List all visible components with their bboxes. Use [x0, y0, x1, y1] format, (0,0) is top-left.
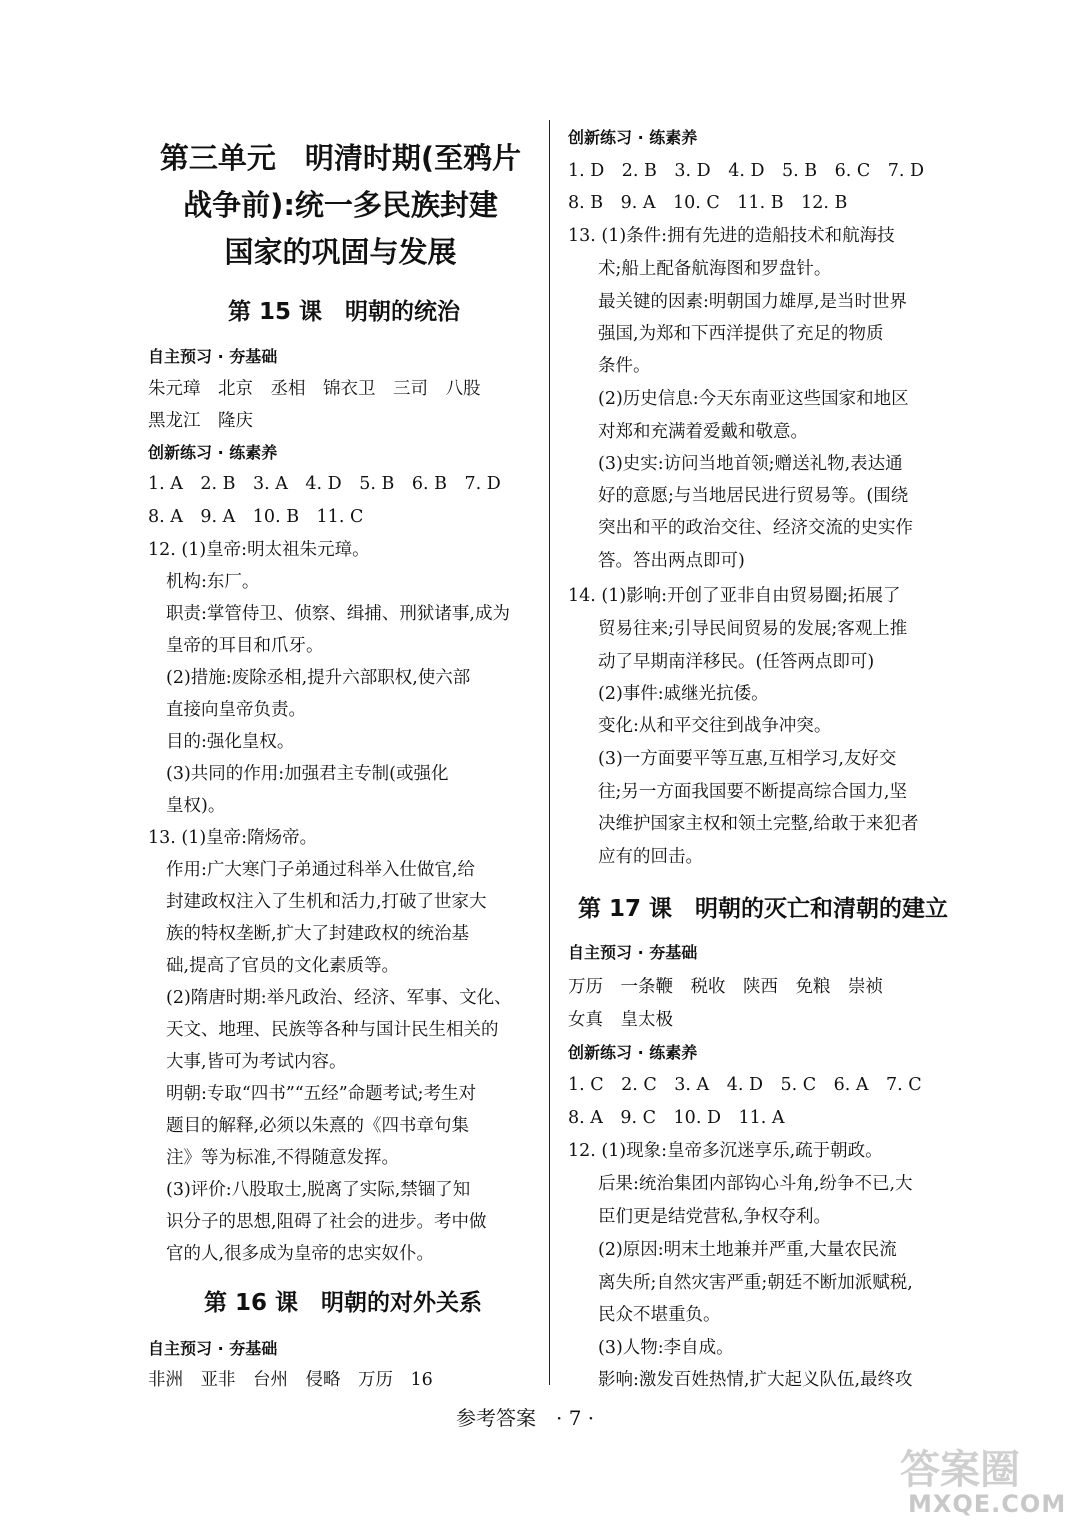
answer-line: 天文、地理、民族等各种与国计民生相关的 — [166, 1020, 499, 1040]
answer-line: 决维护国家主权和领土完整,给敢于来犯者 — [598, 814, 919, 834]
answer-line: 往;另一方面我国要不断提高综合国力,坚 — [598, 782, 907, 802]
answer-line: 官的人,很多成为皇帝的忠实奴仆。 — [166, 1244, 435, 1264]
answer-line: 突出和平的政治交往、经济交流的史实作 — [598, 518, 913, 538]
answer-line: 13. (1)皇帝:隋炀帝。 — [148, 828, 318, 848]
answer-line: 术;船上配备航海图和罗盘针。 — [598, 259, 832, 279]
page-footer: 参考答案 · 7 · — [456, 1406, 595, 1430]
answer-line: 明朝:专取“四书”“五经”命题考试;考生对 — [166, 1084, 477, 1104]
answer-line: 8. B 9. A 10. C 11. B 12. B — [568, 193, 848, 213]
answer-line: (3)史实:访问当地首领;赠送礼物,表达通 — [598, 454, 903, 474]
answer-line: (2)历史信息:今天东南亚这些国家和地区 — [598, 389, 909, 409]
answer-line: (2)原因:明末土地兼并严重,大量农民流 — [598, 1240, 897, 1260]
answer-line: (3)人物:李自成。 — [598, 1338, 734, 1358]
answer-line: 后果:统治集团内部钩心斗角,纷争不已,大 — [598, 1174, 913, 1194]
answer-line: 族的特权垄断,扩大了封建政权的统治基 — [166, 924, 470, 944]
answer-line: 最关键的因素:明朝国力雄厚,是当时世界 — [598, 292, 907, 312]
answer-line: (3)一方面要平等互惠,互相学习,友好交 — [598, 749, 897, 769]
answer-line: (2)隋唐时期:举凡政治、经济、军事、文化、 — [166, 988, 512, 1008]
answer-line: 作用:广大寒门子弟通过科举入仕做官,给 — [166, 860, 475, 880]
answer-line: 民众不堪重负。 — [598, 1305, 721, 1325]
section-heading-practice: 创新练习 · 练素养 — [568, 128, 698, 147]
section-heading-preview: 自主预习 · 夯基础 — [148, 347, 278, 366]
answer-line: 封建政权注入了生机和活力,打破了世家大 — [166, 892, 487, 912]
column-divider — [549, 120, 550, 1385]
answer-line: 条件。 — [598, 356, 651, 376]
answer-line: 8. A 9. A 10. B 11. C — [148, 507, 364, 527]
answer-line: 1. D 2. B 3. D 4. D 5. B 6. C 7. D — [568, 161, 925, 181]
answer-line: 答。答出两点即可) — [598, 551, 745, 571]
unit-title-line: 国家的巩固与发展 — [224, 235, 457, 269]
answer-line: 8. A 9. C 10. D 11. A — [568, 1108, 785, 1128]
answer-line: 职责:掌管侍卫、侦察、缉捕、刑狱诸事,成为 — [166, 604, 510, 624]
answer-line: 贸易往来;引导民间贸易的发展;客观上推 — [598, 619, 908, 639]
answer-line: 12. (1)皇帝:明太祖朱元璋。 — [148, 540, 370, 560]
answer-line: 朱元璋 北京 丞相 锦衣卫 三司 八股 — [148, 379, 481, 399]
unit-title-line: 第三单元 明清时期(至鸦片 — [159, 141, 522, 175]
watermark-logo: 答案圈 — [900, 1447, 1020, 1493]
answer-line: 应有的回击。 — [598, 847, 703, 867]
answer-line: 14. (1)影响:开创了亚非自由贸易圈;拓展了 — [568, 586, 901, 606]
answer-line: 13. (1)条件:拥有先进的造船技术和航海技 — [568, 226, 895, 246]
answer-line: 直接向皇帝负责。 — [166, 700, 306, 720]
answer-line: 好的意愿;与当地居民进行贸易等。(围绕 — [598, 486, 909, 506]
watermark-url: MXQE.COM — [908, 1490, 1067, 1518]
answer-line: (2)事件:戚继光抗倭。 — [598, 684, 769, 704]
answer-line: 动了早期南洋移民。(任答两点即可) — [598, 652, 875, 672]
answer-line: 1. A 2. B 3. A 4. D 5. B 6. B 7. D — [148, 474, 501, 494]
answer-line: 皇权)。 — [166, 796, 226, 816]
answer-line: 大事,皆可为考试内容。 — [166, 1052, 347, 1072]
answer-line: 万历 一条鞭 税收 陕西 免粮 崇祯 — [568, 977, 883, 997]
answer-line: 强国,为郑和下西洋提供了充足的物质 — [598, 324, 884, 344]
answer-line: (3)评价:八股取士,脱离了实际,禁锢了知 — [166, 1180, 471, 1200]
section-heading-practice: 创新练习 · 练素养 — [148, 443, 278, 462]
answer-line: 皇帝的耳目和爪牙。 — [166, 636, 324, 656]
answer-line: 识分子的思想,阻碍了社会的进步。考中做 — [166, 1212, 487, 1232]
answer-line: 目的:强化皇权。 — [166, 732, 295, 752]
lesson-15-title: 第 15 课 明朝的统治 — [228, 299, 461, 325]
unit-title — [148, 135, 533, 276]
lesson-17-title: 第 17 课 明朝的灭亡和清朝的建立 — [578, 896, 949, 922]
answer-line: 1. C 2. C 3. A 4. D 5. C 6. A 7. C — [568, 1075, 922, 1095]
answer-line: (3)共同的作用:加强君主专制(或强化 — [166, 764, 449, 784]
answer-line: 机构:东厂。 — [166, 572, 260, 592]
answer-line: 础,提高了官员的文化素质等。 — [166, 956, 400, 976]
answer-line: 非洲 亚非 台州 侵略 万历 16 — [148, 1370, 433, 1390]
lesson-16-title: 第 16 课 明朝的对外关系 — [204, 1290, 483, 1316]
unit-title-line: 战争前):统一多民族封建 — [183, 188, 498, 222]
answer-line: 黑龙江 隆庆 — [148, 411, 253, 431]
answer-line: (2)措施:废除丞相,提升六部职权,使六部 — [166, 668, 471, 688]
answer-line: 变化:从和平交往到战争冲突。 — [598, 716, 832, 736]
answer-line: 注》等为标准,不得随意发挥。 — [166, 1148, 400, 1168]
answer-line: 12. (1)现象:皇帝多沉迷享乐,疏于朝政。 — [568, 1141, 883, 1161]
answer-line: 离失所;自然灾害严重;朝廷不断加派赋税, — [598, 1273, 913, 1293]
answer-line: 臣们更是结党营私,争权夺利。 — [598, 1207, 832, 1227]
answer-line: 对郑和充满着爱戴和敬意。 — [598, 422, 808, 442]
section-heading-preview: 自主预习 · 夯基础 — [568, 943, 698, 962]
answer-line: 影响:激发百姓热情,扩大起义队伍,最终攻 — [598, 1370, 913, 1390]
section-heading-practice: 创新练习 · 练素养 — [568, 1043, 698, 1062]
answer-line: 题目的解释,必须以朱熹的《四书章句集 — [166, 1116, 470, 1136]
section-heading-preview: 自主预习 · 夯基础 — [148, 1339, 278, 1358]
answer-line: 女真 皇太极 — [568, 1010, 673, 1030]
